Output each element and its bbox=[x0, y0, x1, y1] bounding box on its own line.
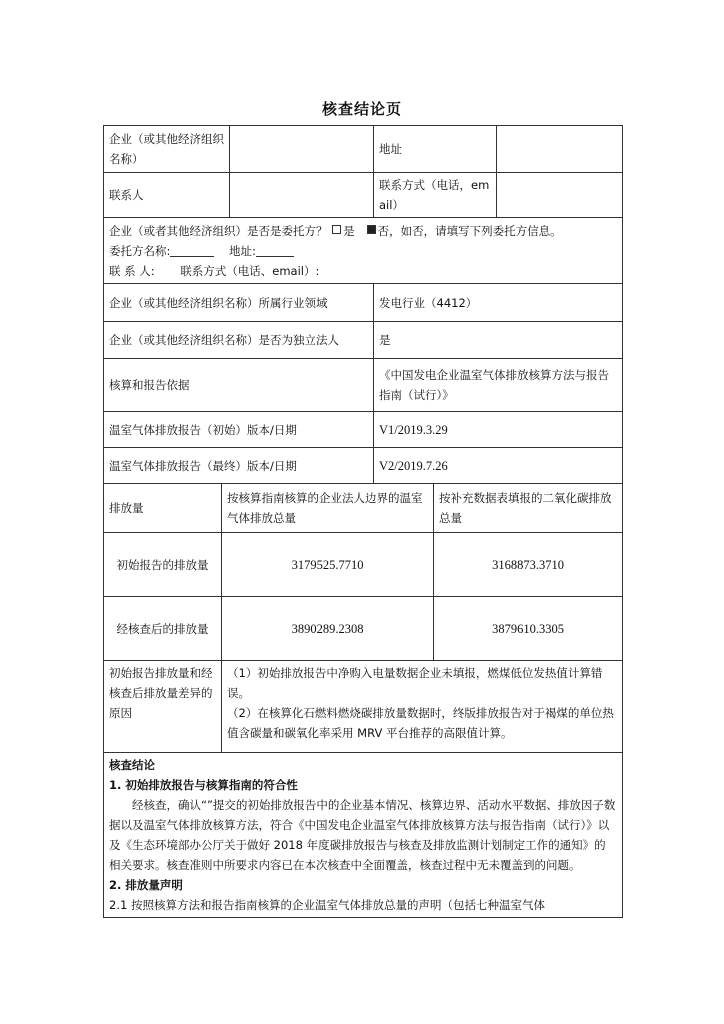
section1-title: 1. 初始排放报告与核算指南的符合性 bbox=[109, 778, 298, 792]
client-address-blank[interactable] bbox=[256, 244, 294, 257]
contact-method-label: 联系方式（电话，email） bbox=[374, 173, 497, 218]
address-label: 地址 bbox=[374, 126, 497, 173]
emissions-header-label: 排放量 bbox=[104, 484, 222, 533]
difference-reasons bbox=[222, 661, 623, 753]
difference-reason-2: （2）在核算化石燃料燃烧碳排放量数据时，终版排放报告对于褐煤的单位热值含碳量和碳氧化率采用 MRV 平台推荐的高限值计算。 bbox=[227, 706, 614, 740]
client-address-label: 地址: bbox=[229, 243, 256, 258]
initial-emissions-col1: 3179525.7710 bbox=[222, 533, 434, 597]
emissions-col1-header: 按核算指南核算的企业法人边界的温室气体排放总量 bbox=[222, 484, 434, 533]
initial-report-label: 温室气体排放报告（初始）版本/日期 bbox=[104, 412, 374, 448]
contact-label: 联系人 bbox=[104, 173, 230, 218]
section1-body: 经核查，确认“”提交的初始排放报告中的企业基本情况、核算边界、活动水平数据、排放因子数据以及温室气体排放核算方法，符合《中国发电企业温室气体排放核算方法与报告指南（试行）》以及《生态环境部办公厅关于做好 2018 年度碳排放报告与核查及排放监测计划制定工作的通知》的相关要求。核查准则中所要求内容已在本次核查中全面覆盖，核查过程中无未覆盖到的问题。 bbox=[109, 798, 616, 872]
verification-conclusion-table bbox=[103, 125, 623, 918]
final-report-value: V2/2019.7.26 bbox=[374, 448, 623, 484]
client-name-blank[interactable] bbox=[170, 244, 214, 257]
legal-person-label: 企业（或其他经济组织名称）是否为独立法人 bbox=[104, 322, 374, 359]
client-contact-method-label: 联系方式（电话、email）: bbox=[180, 263, 320, 278]
basis-value: 《中国发电企业温室气体排放核算方法与报告指南（试行）》 bbox=[374, 359, 623, 412]
industry-value: 发电行业（4412） bbox=[374, 284, 623, 322]
client-name-label: 委托方名称: bbox=[109, 243, 171, 258]
page-title: 核查结论页 bbox=[321, 100, 402, 118]
yes-checkbox-icon[interactable] bbox=[332, 225, 341, 234]
section2-1: 2.1 按照核算方法和报告指南核算的企业温室气体排放总量的声明（包括七种温室气体 bbox=[109, 898, 545, 912]
delegation-block bbox=[104, 218, 623, 284]
difference-label: 初始报告排放量和经核查后排放量差异的原因 bbox=[104, 661, 222, 753]
org-name-label: 企业（或其他经济组织名称） bbox=[104, 126, 230, 173]
initial-report-value: V1/2019.3.29 bbox=[374, 412, 623, 448]
basis-label: 核算和报告依据 bbox=[104, 359, 374, 412]
client-contact-label: 联 系 人: bbox=[109, 263, 155, 278]
yes-label: 是 bbox=[343, 223, 355, 238]
address-value[interactable] bbox=[497, 126, 623, 173]
difference-reason-1: （1）初始排放报告中净购入电量数据企业未填报，燃煤低位发热值计算错误。 bbox=[227, 666, 603, 700]
contact-method-value[interactable] bbox=[497, 173, 623, 218]
no-checkbox-icon[interactable] bbox=[367, 225, 376, 234]
initial-emissions-label: 初始报告的排放量 bbox=[104, 533, 222, 597]
contact-value[interactable] bbox=[230, 173, 374, 218]
final-report-label: 温室气体排放报告（最终）版本/日期 bbox=[104, 448, 374, 484]
verified-emissions-col1: 3890289.2308 bbox=[222, 597, 434, 661]
no-label: 否，如否，请填写下列委托方信息。 bbox=[377, 223, 562, 238]
industry-label: 企业（或其他经济组织名称）所属行业领域 bbox=[104, 284, 374, 322]
verified-emissions-label: 经核查后的排放量 bbox=[104, 597, 222, 661]
org-name-value[interactable] bbox=[230, 126, 374, 173]
conclusion-block bbox=[104, 753, 623, 918]
delegation-question: 企业（或者其他经济组织）是否是委托方？ bbox=[109, 223, 328, 238]
legal-person-value: 是 bbox=[374, 322, 623, 359]
conclusion-heading: 核查结论 bbox=[109, 758, 155, 772]
emissions-col2-header: 按补充数据表填报的二氧化碳排放总量 bbox=[434, 484, 623, 533]
verified-emissions-col2: 3879610.3305 bbox=[434, 597, 623, 661]
section2-title: 2. 排放量声明 bbox=[109, 878, 183, 892]
initial-emissions-col2: 3168873.3710 bbox=[434, 533, 623, 597]
